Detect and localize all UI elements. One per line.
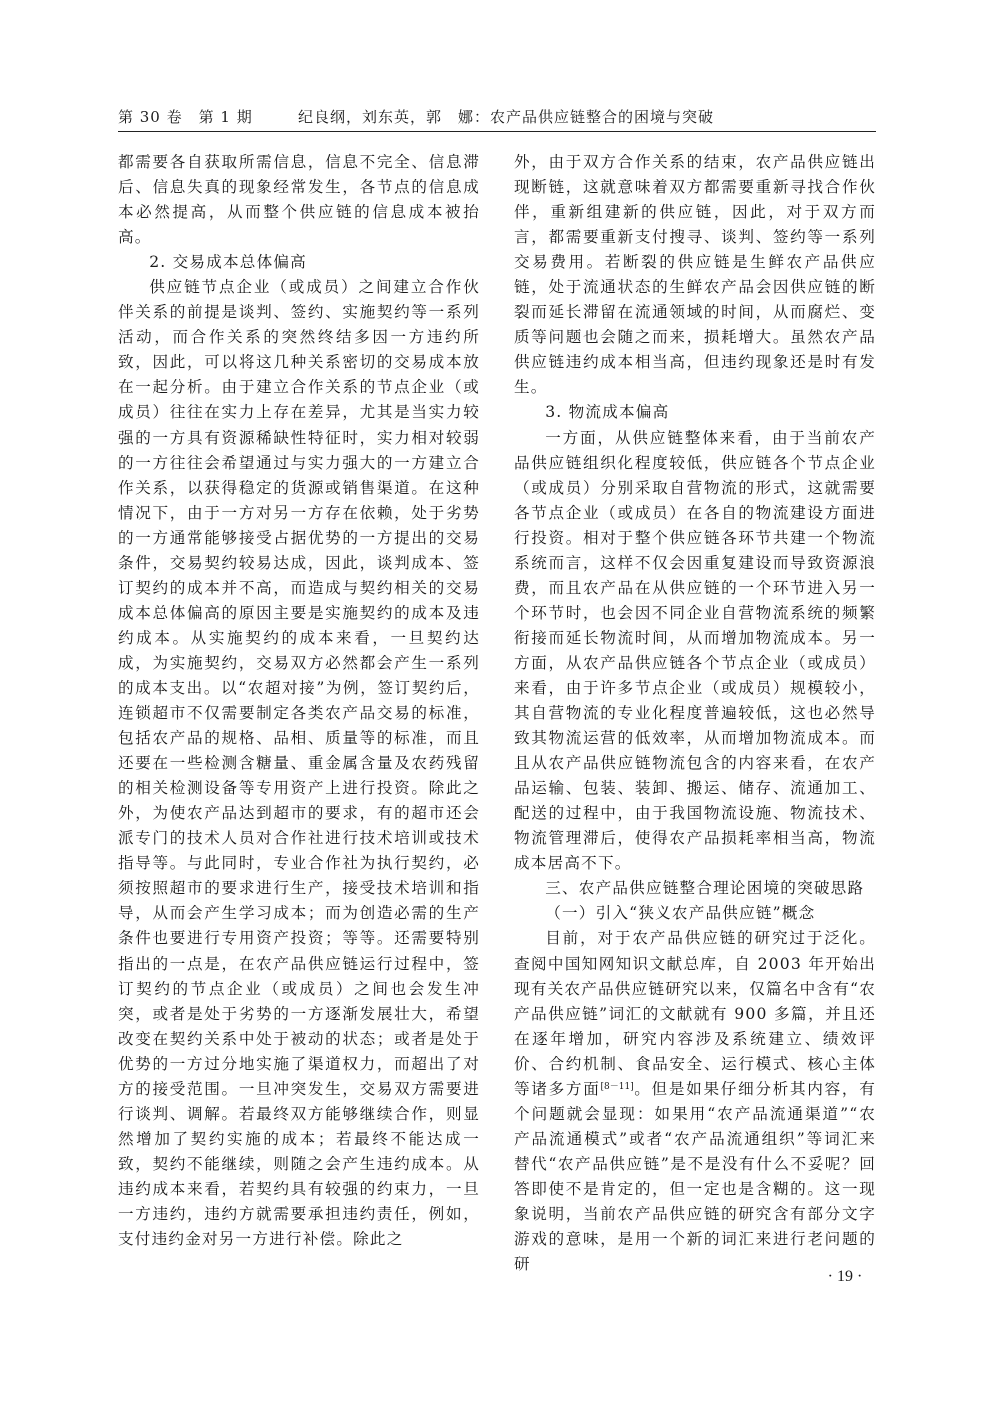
left-column (118, 150, 480, 1252)
paragraph: 外，由于双方合作关系的结束，农产品供应链出现断链，这就意味着双方都需要重新寻找合作伙伴，重新组建新的供应链，因此，对于双方而言，都需要重新支付搜寻、谈判、签约等一系列交易费用。若断裂的供应链是生鲜农产品供应链，处于流通状态的生鲜农产品会因供应链的断裂而延长滞留在流通领域的时间，从而腐烂、变质等问题也会随之而来，损耗增大。虽然农产品供应链违约成本相当高，但违约现象还是时有发生。 (514, 153, 876, 397)
section-heading: 三、农产品供应链整合理论困境的突破思路 (545, 879, 865, 898)
running-header (118, 106, 876, 130)
paragraph-text: 。但是如果仔细分析其内容，有个问题就会显现：如果用“农产品流通渠道”“农产品流通模式”或者“农产品流通组织”等词汇来替代“农产品供应链”是不是没有什么不妥呢？回答即使不是肯定的，但一定也是含糊的。这一现象说明，当前农产品供应链的研究含有部分文字游戏的意味，是用一个新的词汇来进行老问题的研 (514, 1079, 876, 1274)
paragraph (514, 926, 876, 1277)
running-title: 纪良纲，刘东英，郭 娜：农产品供应链整合的困境与突破 (298, 108, 715, 126)
subheading-transaction-cost: 2. 交易成本总体偏高 (149, 253, 307, 272)
journal-volume: 第 30 卷 第 1 期 (118, 108, 253, 126)
page-number: · 19 · (827, 1268, 863, 1285)
paragraph: 一方面，从供应链整体来看，由于当前农产品供应链组织化程度较低，供应链各个节点企业（或成员）分别采取自营物流的形式，这就需要各节点企业（或成员）在各自的物流建设方面进行投资。相对于整个供应链各环节共建一个物流系统而言，这样不仅会因重复建设而导致资源浪费，而且农产品在从供应链的一个环节进入另一个环节时，也会因不同企业自营物流系统的频繁衔接而延长物流时间，从而增加物流成本。另一方面，从农产品供应链各个节点企业（或成员）来看，由于许多节点企业（或成员）规模较小，其自营物流的专业化程度普遍较低，这也必然导致其物流运营的低效率，从而增加物流成本。而且从农产品供应链物流包含的内容来看，在农产品运输、包装、装卸、搬运、储存、流通加工、配送的过程中，由于我国物流设施、物流技术、物流管理滞后，使得农产品损耗率相当高，物流成本居高不下。 (514, 428, 876, 873)
subsection-heading: （一）引入“狭义农产品供应链”概念 (545, 904, 816, 923)
paragraph-text: 目前，对于农产品供应链的研究过于泛化。查阅中国知网知识文献总库，自 2003 年开始出现有关农产品供应链研究以来，仅篇名中含有“农产品供应链”词汇的文献就有 900 多篇，并且还在逐年增加，研究内容涉及系统建立、绩效评价、合约机制、食品安全、运行模式、核心主体等诸多方面 (514, 929, 876, 1098)
subheading-logistics-cost: 3. 物流成本偏高 (545, 403, 670, 422)
paragraph: 都需要各自获取所需信息，信息不完全、信息滞后、信息失真的现象经常发生，各节点的信息成本必然提高，从而整个供应链的信息成本被抬高。 (118, 153, 480, 247)
paragraph: 供应链节点企业（或成员）之间建立合作伙伴关系的前提是谈判、签约、实施契约等一系列活动，而合作关系的突然终结多因一方违约所致，因此，可以将这几种关系密切的交易成本放在一起分析。由于建立合作关系的节点企业（或成员）往往在实力上存在差异，尤其是当实力较强的一方具有资源稀缺性特征时，实力相对较弱的一方往往会希望通过与实力强大的一方建立合作关系，以获得稳定的货源或销售渠道。在这种情况下，由于一方对另一方存在依赖，处于劣势的一方通常能够接受占据优势的一方提出的交易条件，交易契约较易达成，因此，谈判成本、签订契约的成本并不高，而造成与契约相关的交易成本总体偏高的原因主要是实施契约的成本及违约成本。从实施契约的成本来看，一旦契约达成，为实施契约，交易双方必然都会产生一系列的成本支出。以“农超对接”为例，签订契约后，连锁超市不仅需要制定各类农产品交易的标准，包括农产品的规格、品相、质量等的标准，而且还要在一些检测含糖量、重金属含量及农药残留的相关检测设备等专用资产上进行投资。除此之外，为使农产品达到超市的要求，有的超市还会派专门的技术人员对合作社进行技术培训或技术指导等。与此同时，专业合作社为执行契约，必须按照超市的要求进行生产，接受技术培训和指导，从而会产生学习成本；而为创造必需的生产条件也要进行专用资产投资；等等。还需要特别指出的一点是，在农产品供应链运行过程中，签订契约的节点企业（或成员）之间也会发生冲突，或者是处于劣势的一方逐渐发展壮大，希望改变在契约关系中处于被动的状态；或者是处于优势的一方过分地实施了渠道权力，而超出了对方的接受范围。一旦冲突发生，交易双方需要进行谈判、调解。若最终双方能够继续合作，则显然增加了契约实施的成本；若最终不能达成一致，契约不能继续，则随之会产生违约成本。从违约成本来看，若契约具有较强的约束力，一旦一方违约，违约方就需要承担违约责任，例如，支付违约金对另一方进行补偿。除此之 (118, 278, 480, 1249)
citation: [8－11] (600, 1081, 634, 1092)
header-rule (118, 131, 876, 132)
right-column (514, 150, 876, 1277)
